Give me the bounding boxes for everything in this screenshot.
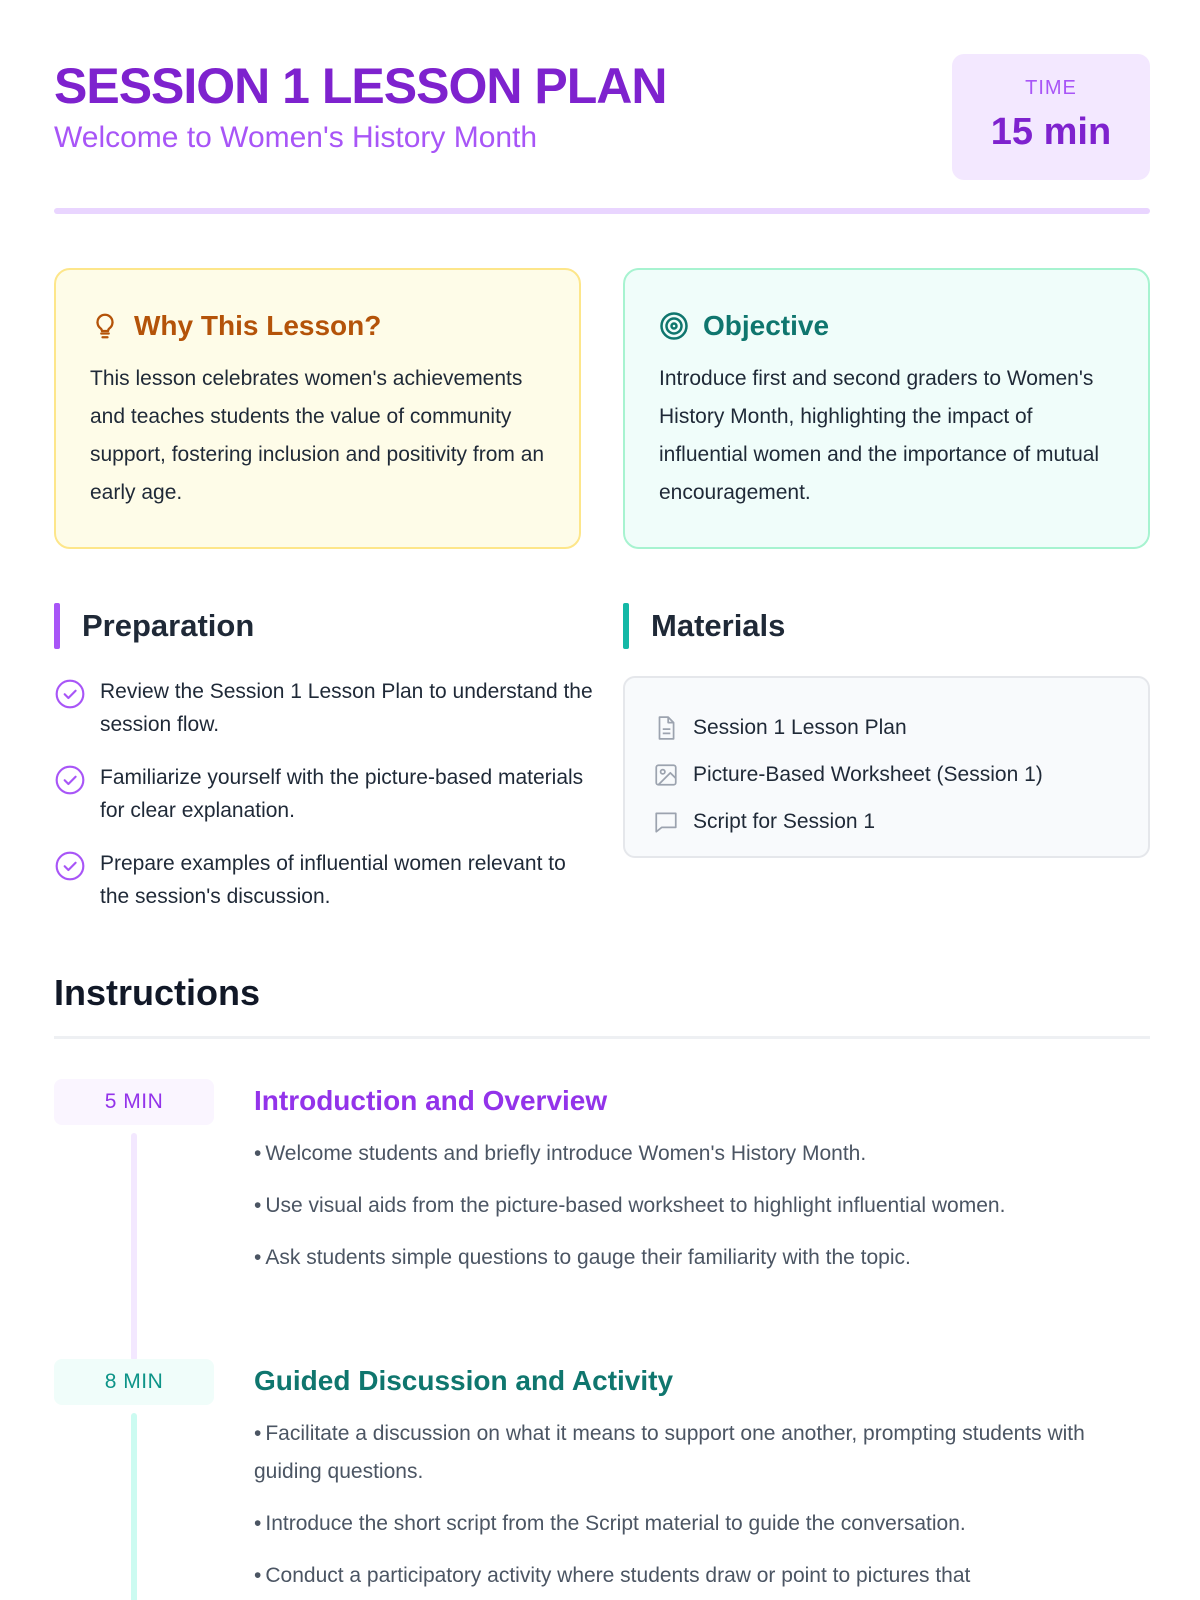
objective-text: Introduce first and second graders to Women's History Month, highlighting the impact of influential women and the importance of mutual encouragement. [659, 367, 1100, 504]
step-bullet: • Ask students simple questions to gauge their familiarity with the topic. [254, 1246, 911, 1269]
timeline-rail [131, 1413, 137, 1600]
image-icon [653, 762, 679, 788]
preparation-item [54, 675, 594, 741]
step-bullet-text: Conduct a participatory activity where students draw or point to pictures that [265, 1564, 971, 1587]
step-bullet: • Conduct a participatory activity where students draw or point to pictures that [254, 1564, 971, 1587]
materials-list [623, 676, 1150, 858]
instructions-divider [54, 1036, 1150, 1039]
duration-badge: 5 MIN [54, 1079, 214, 1125]
step-bullet-text: Use visual aids from the picture-based worksheet to highlight influential women. [265, 1194, 1006, 1217]
check-circle-icon [54, 678, 86, 710]
preparation-item [54, 847, 594, 913]
material-item [653, 704, 1120, 751]
step-bullet-text: Facilitate a discussion on what it means to support one another, prompting students with guiding questions. [254, 1422, 1085, 1483]
preparation-item [54, 761, 594, 827]
objective-card [623, 268, 1150, 549]
page-header [54, 52, 1150, 182]
step-bullet: • Facilitate a discussion on what it means to support one another, prompting students with guiding questions. [254, 1422, 1085, 1483]
timeline-rail [131, 1133, 137, 1361]
step-bullets [254, 1415, 1134, 1600]
step-bullet-text: Ask students simple questions to gauge their familiarity with the topic. [265, 1246, 911, 1269]
page-title: SESSION 1 LESSON PLAN [54, 58, 667, 114]
materials-heading: Materials [623, 603, 785, 649]
check-circle-icon [54, 850, 86, 882]
step-bullets [254, 1135, 1134, 1291]
document-icon [653, 715, 679, 741]
preparation-item-text: Review the Session 1 Lesson Plan to understand the session flow. [100, 680, 593, 736]
material-label: Script for Session 1 [693, 809, 876, 833]
why-lesson-text: This lesson celebrates women's achievements and teaches students the value of community support, fostering inclusion and positivity from an early age. [90, 367, 545, 504]
preparation-heading: Preparation [54, 603, 254, 649]
time-value: 15 min [990, 111, 1112, 153]
preparation-item-text: Prepare examples of influential women relevant to the session's discussion. [100, 852, 566, 908]
preparation-item-text: Familiarize yourself with the picture-based materials for clear explanation. [100, 766, 584, 822]
objective-title: Objective [703, 310, 830, 341]
step-bullet-text: Introduce the short script from the Script material to guide the conversation. [265, 1512, 966, 1535]
step-title: Guided Discussion and Activity [254, 1365, 674, 1396]
material-label: Picture-Based Worksheet (Session 1) [693, 762, 1043, 786]
time-badge [952, 54, 1150, 180]
material-item [653, 751, 1120, 798]
lesson-plan-page [54, 0, 1150, 1600]
check-circle-icon [54, 764, 86, 796]
why-lesson-card [54, 268, 581, 549]
lightbulb-icon [90, 311, 120, 341]
material-label: Session 1 Lesson Plan [693, 715, 907, 739]
page-subtitle: Welcome to Women's History Month [54, 121, 538, 154]
step-bullet-text: Welcome students and briefly introduce Women's History Month. [265, 1142, 867, 1165]
objective-header [659, 308, 1114, 344]
target-icon [659, 311, 689, 341]
step-bullet: • Use visual aids from the picture-based worksheet to highlight influential women. [254, 1194, 1006, 1217]
instructions-heading: Instructions [54, 972, 261, 1013]
step-bullet: • Welcome students and briefly introduce Women's History Month. [254, 1142, 867, 1165]
time-label: TIME [1025, 77, 1077, 99]
step-title: Introduction and Overview [254, 1085, 608, 1116]
material-item [653, 798, 1120, 845]
why-lesson-header [90, 308, 545, 344]
duration-badge: 8 MIN [54, 1359, 214, 1405]
step-bullet: • Introduce the short script from the Script material to guide the conversation. [254, 1512, 966, 1535]
preparation-list [54, 675, 594, 933]
chat-bubble-icon [653, 809, 679, 835]
header-divider [54, 208, 1150, 214]
why-lesson-title: Why This Lesson? [134, 310, 382, 341]
